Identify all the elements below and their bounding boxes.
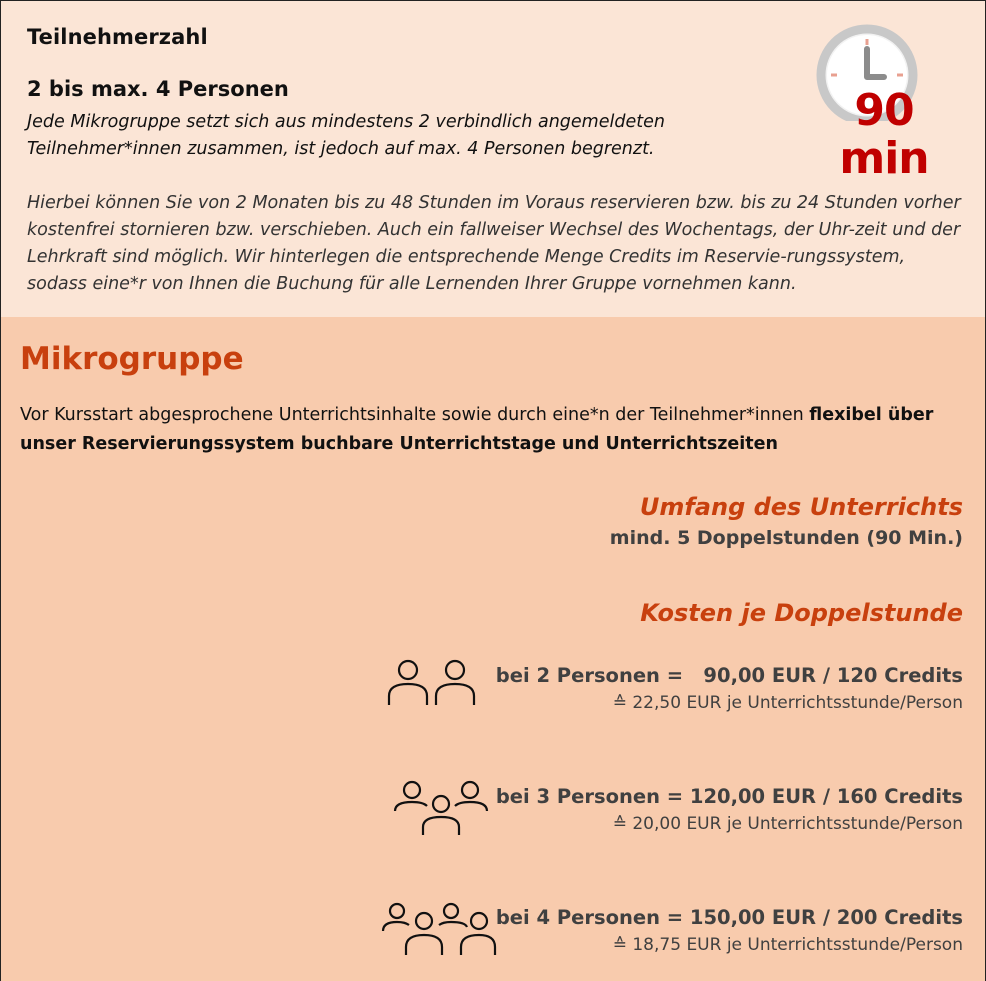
price-line: bei 4 Personen = 150,00 EUR / 200 Credits (495, 906, 963, 929)
booking-details: Hierbei können Sie von 2 Monaten bis zu 48 Stunden im Voraus reservieren bzw. bis zu 24 Stunden vorher kostenfrei stornieren bzw. verschieben. Auch ein fallweiser Wechsel des Wochentags, der Uhr-zeit und der Lehrkraft sind möglich. Wir hinterlegen die entsprechende Menge Credits im Reservie-rungssystem, sodass eine*r von Ihnen die Buchung für alle Lernenden Ihrer Gruppe vornehmen kann. (27, 193, 961, 294)
participants-panel (0, 0, 986, 318)
scope-value: mind. 5 Doppelstunden (90 Min.) (609, 527, 963, 549)
mikrogruppe-panel (0, 317, 986, 981)
two-people-icon (387, 658, 479, 708)
mikrogruppe-intro (20, 401, 970, 459)
mikrogruppe-title: Mikrogruppe (20, 341, 244, 377)
intro-regular-text: Vor Kursstart abgesprochene Unterrichtsinhalte sowie durch eine*n der Teilnehmer*innen (20, 405, 810, 425)
duration-label: 90 min (839, 85, 929, 184)
participants-description: Jede Mikrogruppe setzt sich aus mindestens 2 verbindlich angemeldeten Teilnehmer*innen zusammen, ist jedoch auf max. 4 Personen begrenzt. (27, 112, 665, 159)
participants-heading: Teilnehmerzahl (27, 25, 208, 49)
price-line: bei 3 Personen = 120,00 EUR / 160 Credits (495, 785, 963, 808)
cost-heading: Kosten je Doppelstunde (640, 599, 963, 627)
three-people-icon (393, 779, 489, 837)
price-per-person: ≙ 20,00 EUR je Unterrichtsstunde/Person (612, 814, 963, 834)
price-row-2-persons (496, 662, 963, 716)
intro-bold-text: flexibel über unser Reservierungssystem buchbare Unterrichtstage und Unterrichtszeiten (20, 405, 934, 454)
duration-badge (804, 21, 964, 184)
scope-heading: Umfang des Unterrichts (639, 493, 963, 521)
participants-subheading: 2 bis max. 4 Personen (27, 77, 289, 101)
price-row-3-persons (496, 783, 963, 837)
price-line: bei 2 Personen = 90,00 EUR / 120 Credits (495, 664, 963, 687)
price-per-person: ≙ 18,75 EUR je Unterrichtsstunde/Person (612, 935, 963, 955)
price-per-person: ≙ 22,50 EUR je Unterrichtsstunde/Person (612, 693, 963, 713)
scope-block (610, 493, 963, 549)
cost-block (640, 599, 963, 627)
price-row-4-persons (496, 904, 963, 958)
four-people-icon (381, 901, 497, 957)
